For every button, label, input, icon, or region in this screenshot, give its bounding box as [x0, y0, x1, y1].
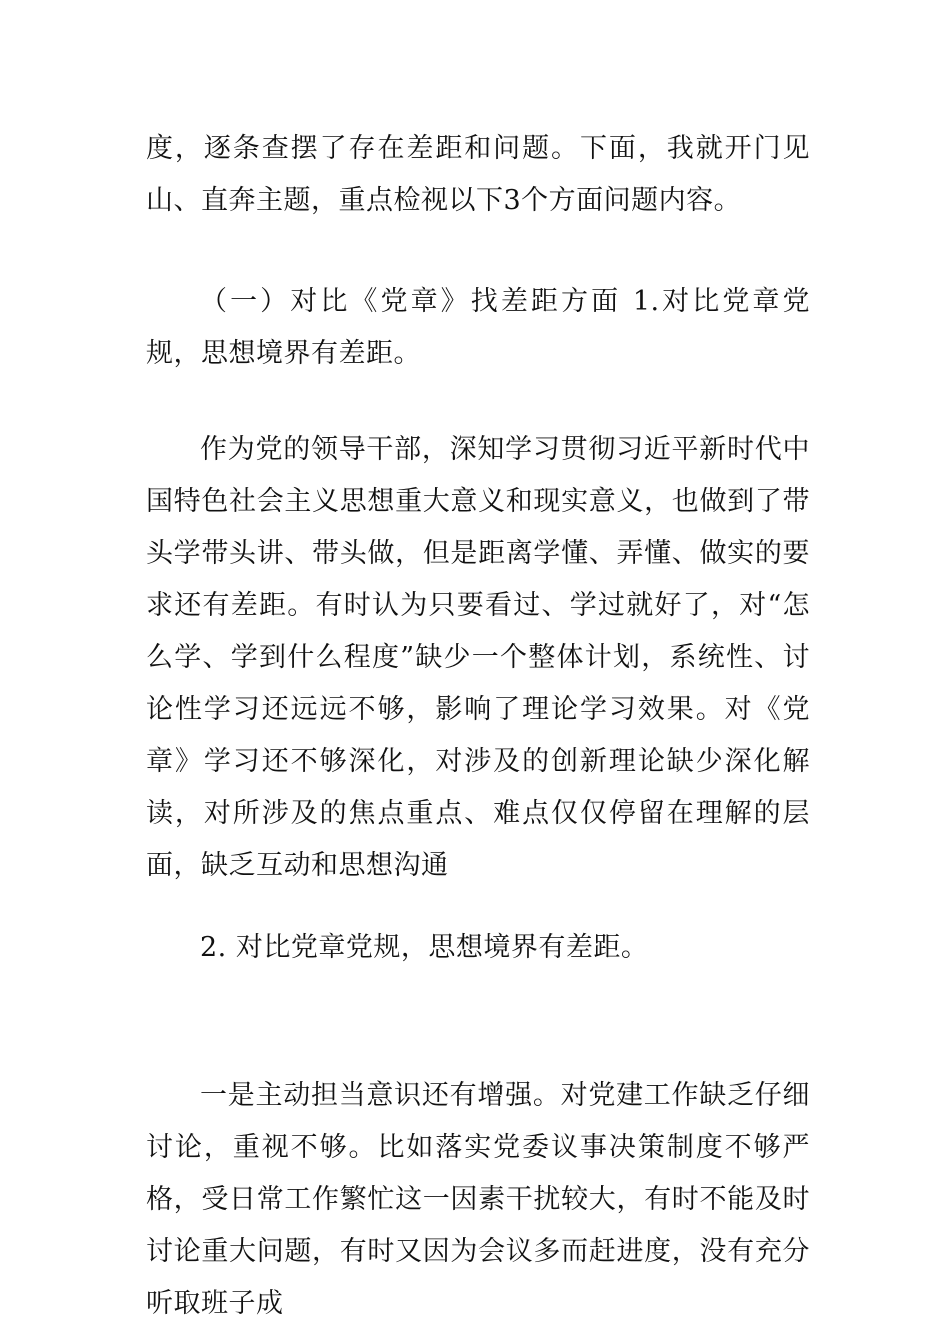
section-heading-paragraph: （一）对比《党章》找差距方面 1.对比党章党规，思想境界有差距。: [146, 286, 810, 369]
body-paragraph-responsibility: 一是主动担当意识还有增强。对党建工作缺乏仔细讨论，重视不够。比如落实党委议事决策制度不够严格，受日常工作繁忙这一因素干扰较大，有时不能及时讨论重大问题，有时又因为会议多而赶进度，没有充分听取班子成: [146, 1080, 810, 1319]
paragraph-continuation: 度，逐条查摆了存在差距和问题。下面，我就开门见山、直奔主题，重点检视以下3个方面问题内容。: [146, 133, 810, 216]
body-paragraph-study: 作为党的领导干部，深知学习贯彻习近平新时代中国特色社会主义思想重大意义和现实意义，也做到了带头学带头讲、带头做，但是距离学懂、弄懂、做实的要求还有差距。有时认为只要看过、学过就好了，对“怎么学、学到什么程度”缺少一个整体计划，系统性、讨论性学习还远远不够，影响了理论学习效果。对《党章》学习还不够深化，对涉及的创新理论缺少深化解读，对所涉及的焦点重点、难点仅仅停留在理解的层面，缺乏互动和思想沟通: [146, 434, 810, 881]
subheading-paragraph: 2. 对比党章党规，思想境界有差距。: [200, 932, 649, 963]
